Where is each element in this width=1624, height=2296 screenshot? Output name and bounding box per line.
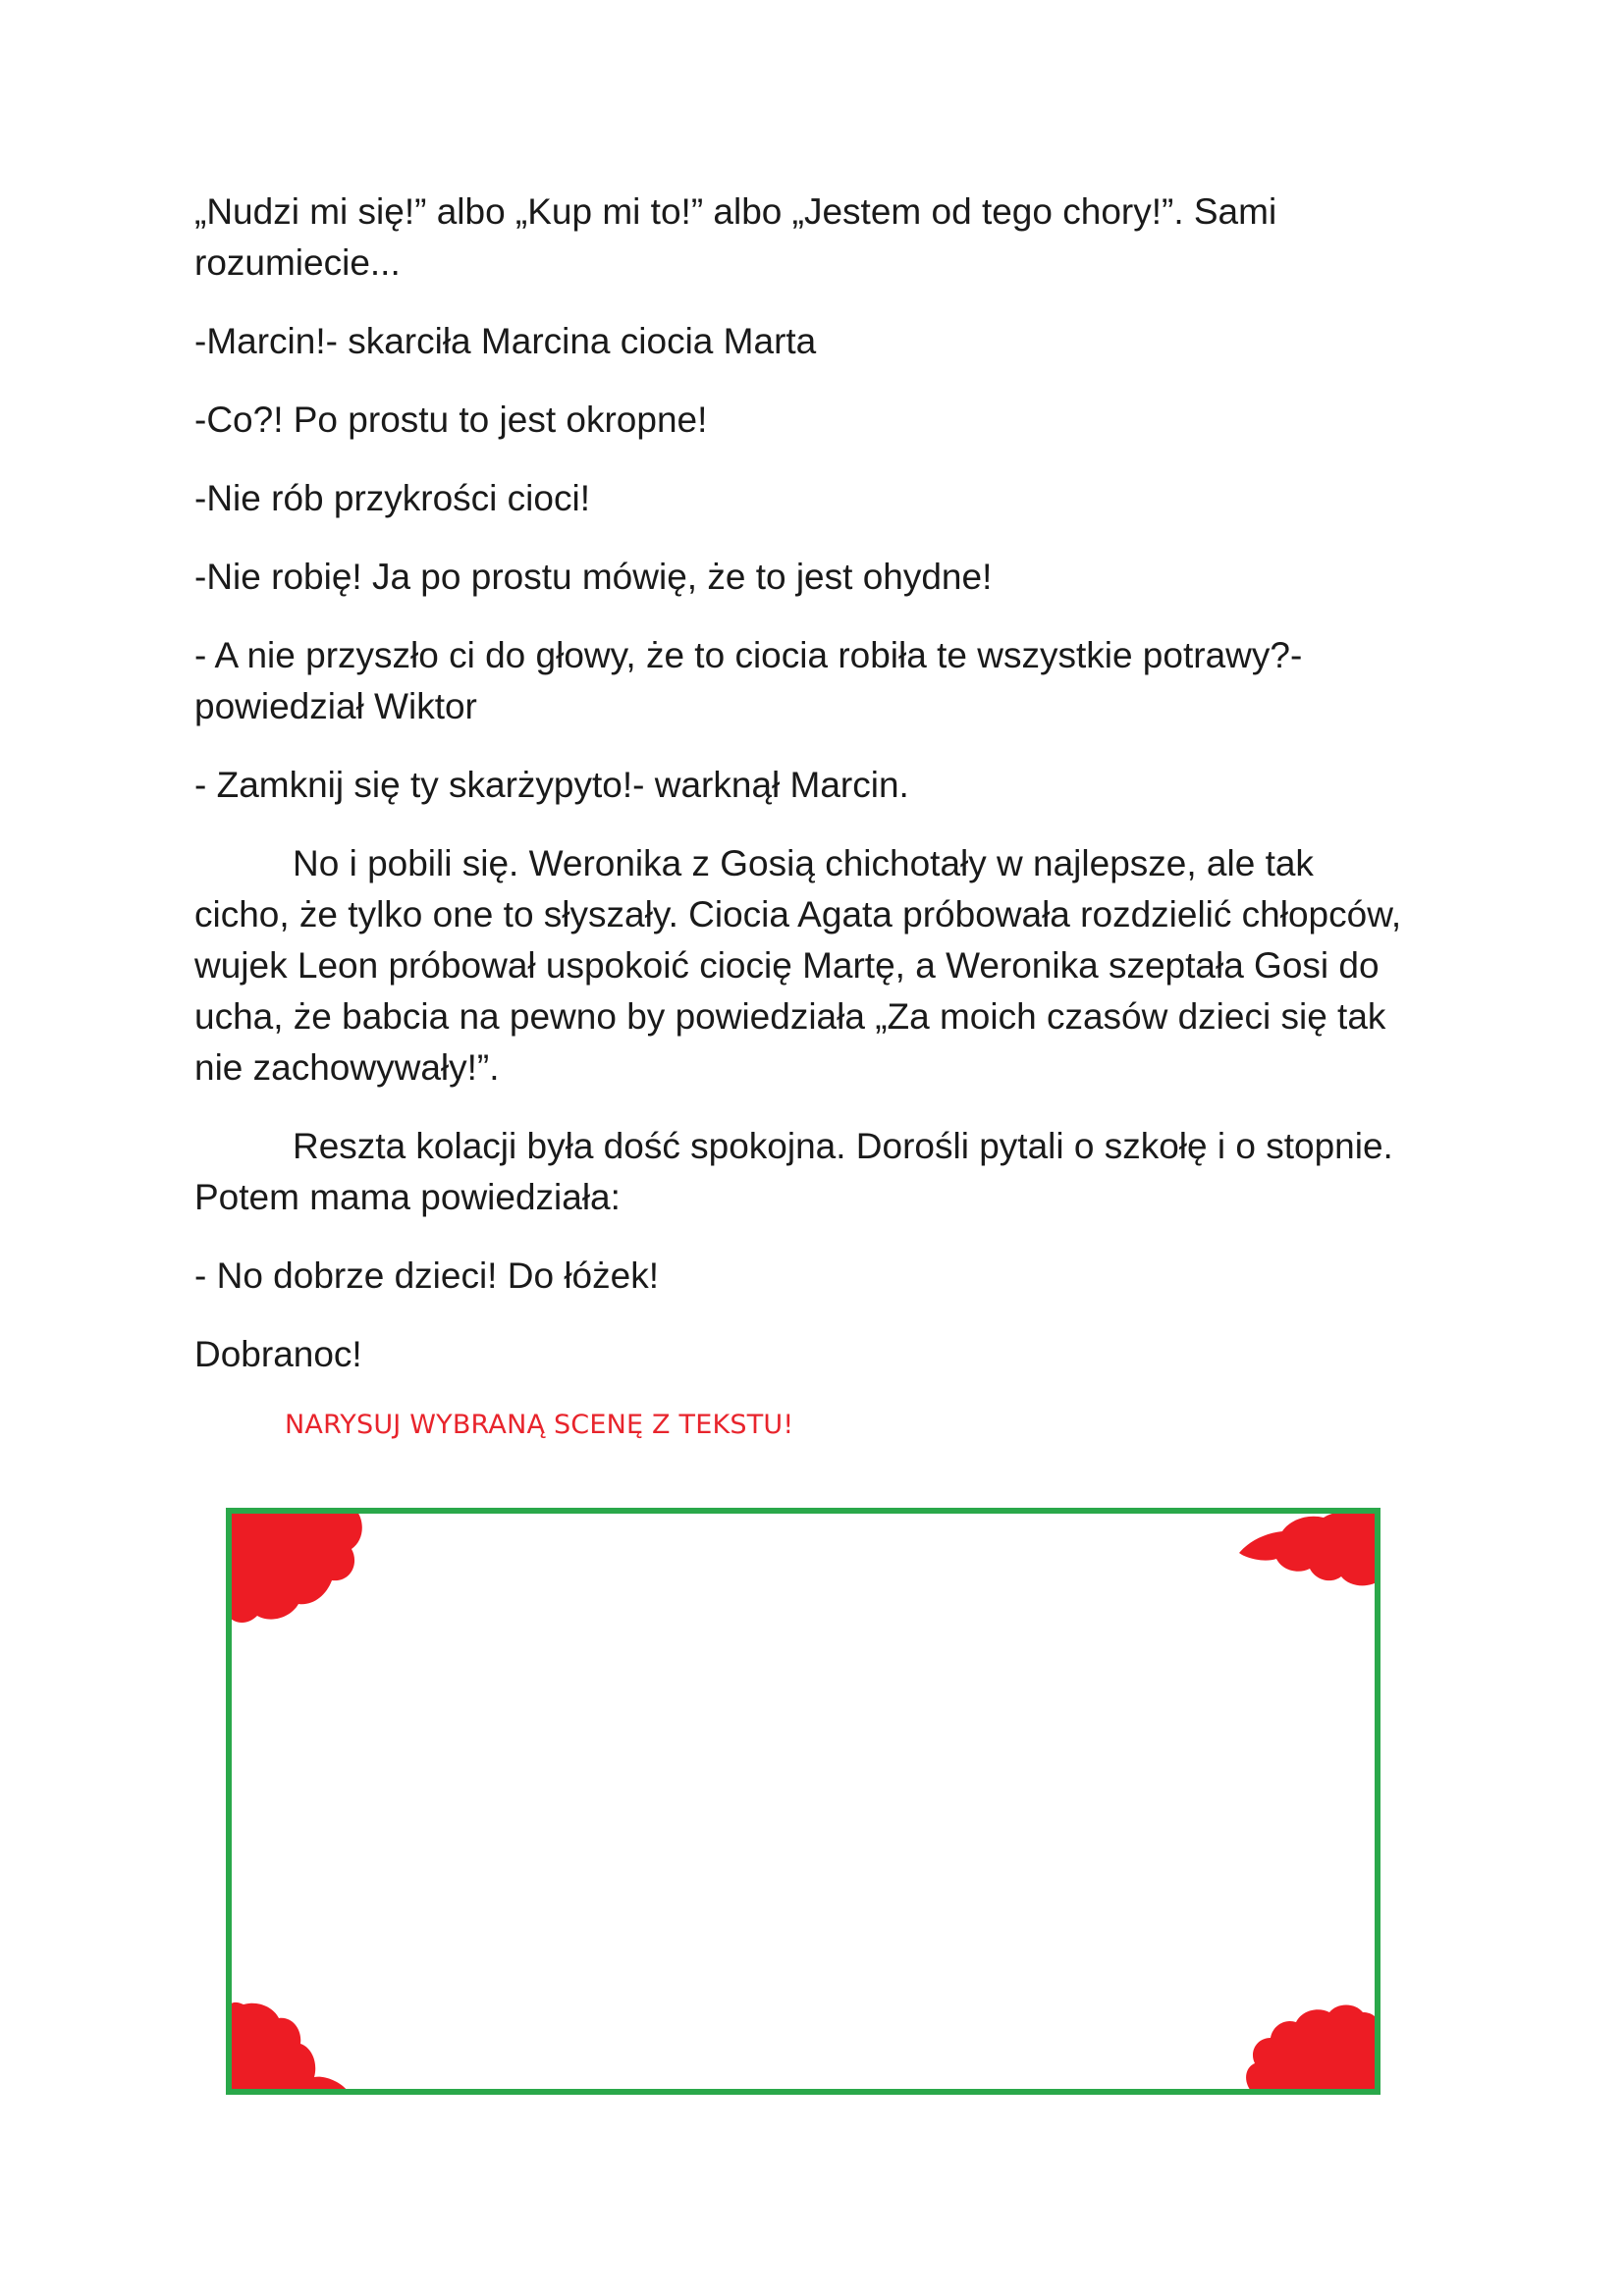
paragraph: -Nie rób przykrości cioci!: [194, 478, 590, 518]
paragraph: „Nudzi mi się!” albo „Kup mi to!” albo „Jestem od tego chory!”. Sami rozumiecie...: [194, 191, 1277, 283]
paragraph: - Zamknij się ty skarżypyto!- warknął Marcin.: [194, 765, 909, 805]
paragraph: No i pobili się. Weronika z Gosią chichotały w najlepsze, ale tak cicho, że tylko one to słyszały. Ciocia Agata próbowała rozdzielić chłopców, wujek Leon próbował uspokoić ciocię Martę, a Weronika szeptała Gosi do ucha, że babcia na pewno by powiedziała „Za moich czasów dzieci się tak nie zachowywały!”.: [194, 843, 1402, 1088]
paragraph: Reszta kolacji była dość spokojna. Dorośli pytali o szkołę i o stopnie. Potem mama powiedziała:: [194, 1126, 1393, 1217]
red-flower-corner-icon: [1239, 1973, 1377, 2091]
story-text: [194, 187, 1402, 1408]
drawing-area[interactable]: [226, 1508, 1380, 2095]
paragraph: - No dobrze dzieci! Do łóżek!: [194, 1255, 659, 1296]
paragraph: Dobranoc!: [194, 1334, 362, 1374]
paragraph: -Marcin!- skarciła Marcina ciocia Marta: [194, 321, 817, 361]
drawing-instruction: NARYSUJ WYBRANĄ SCENĘ Z TEKSTU!: [285, 1410, 794, 1440]
paragraph: -Co?! Po prostu to jest okropne!: [194, 400, 708, 440]
paragraph: - A nie przyszło ci do głowy, że to ciocia robiła te wszystkie potrawy?- powiedział Wiktor: [194, 635, 1303, 726]
paragraph: -Nie robię! Ja po prostu mówię, że to jest ohydne!: [194, 557, 993, 597]
red-flower-corner-icon: [230, 1973, 367, 2091]
red-flower-corner-icon: [230, 1512, 367, 1629]
red-flower-corner-icon: [1239, 1512, 1377, 1629]
